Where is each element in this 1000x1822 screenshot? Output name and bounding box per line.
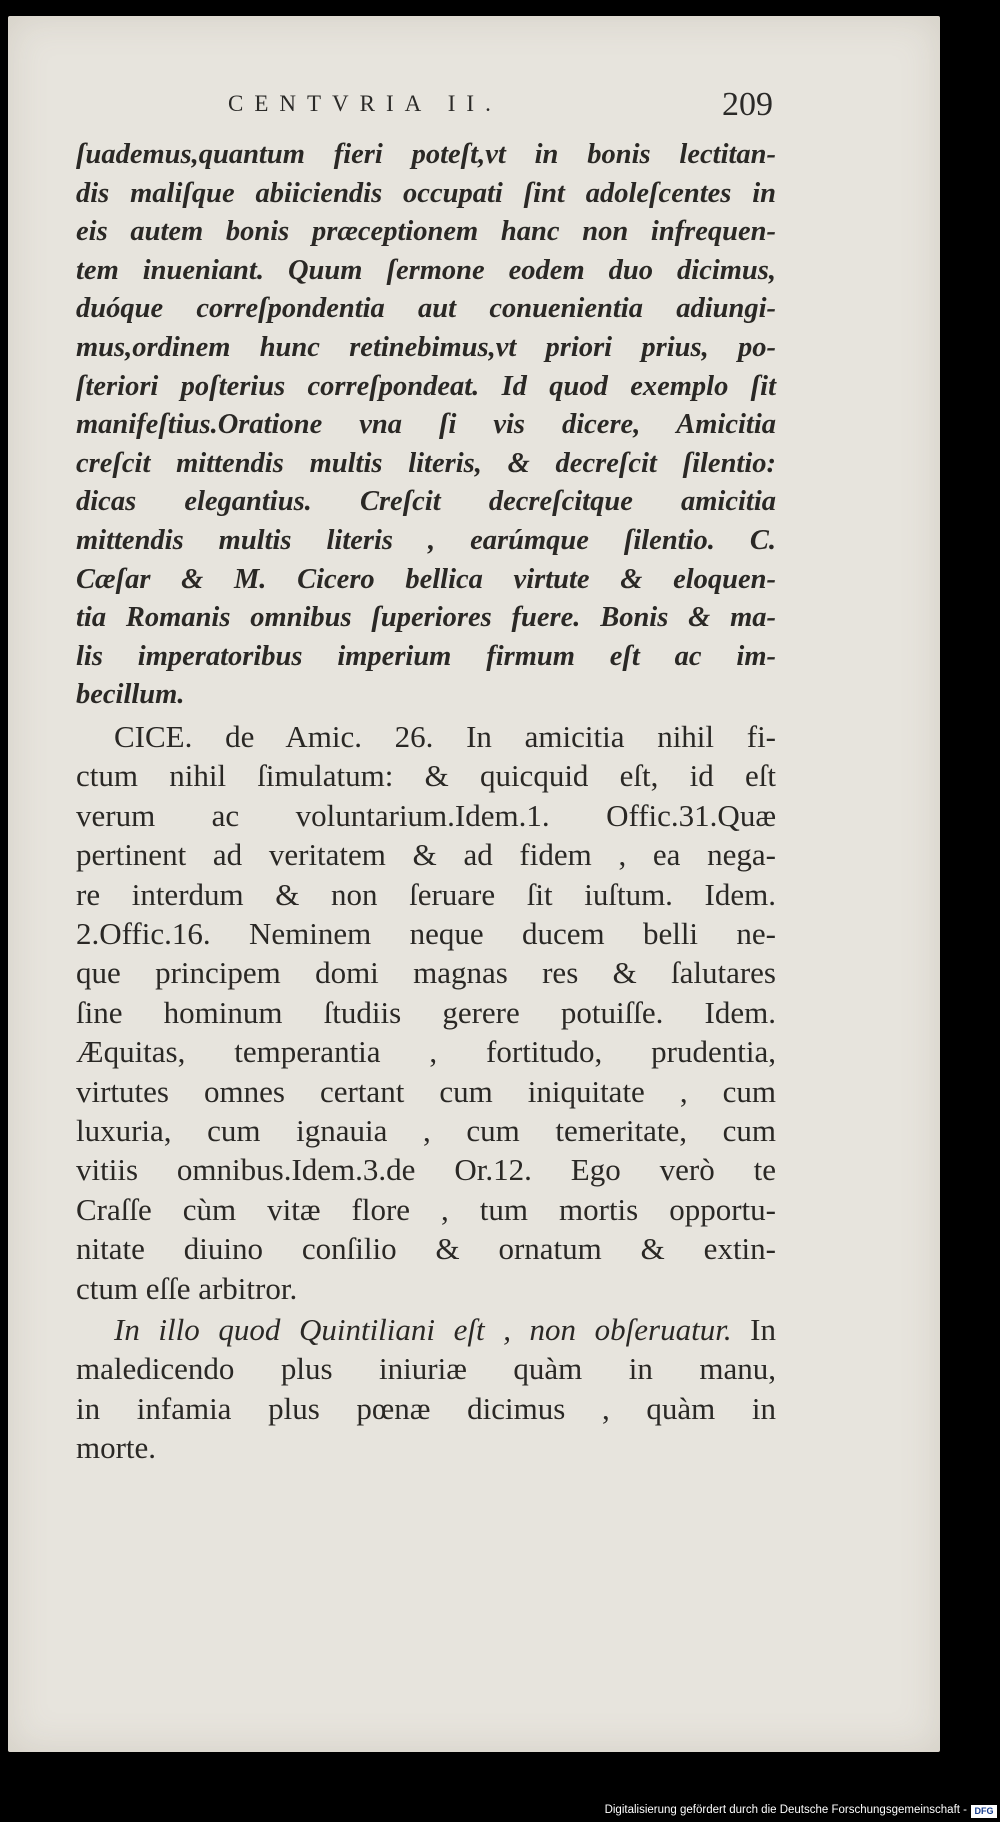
text-line: CICE. de Amic. 26. In amicitia nihil fi-: [114, 718, 776, 754]
roman-tail: In: [731, 1312, 776, 1347]
text-line: maledicendo plus iniuriæ quàm in manu,: [76, 1351, 776, 1387]
text-line: vitiis omnibus.Idem.3.de Or.12. Ego verò te: [76, 1152, 776, 1188]
roman-paragraph: [76, 717, 776, 1308]
text-line: ſteriori poſterius correſpondeat. Id quod exemplo ſit: [76, 370, 776, 402]
text-line: in infamia plus pœnæ dicimus , quàm in: [76, 1390, 776, 1426]
text-line: re interdum & non ſeruare ſit iuſtum. Idem.: [76, 876, 776, 912]
text-line: tem inueniant. Quum ſermone eodem duo dicimus,: [76, 254, 776, 286]
mixed-paragraph: [76, 1310, 776, 1468]
text-line: verum ac voluntarium.Idem.1. Offic.31.Quæ: [76, 797, 776, 833]
text-line: 2.Offic.16. Neminem neque ducem belli ne-: [76, 915, 776, 951]
text-line: manifeſtius.Oratione vna ſi vis dicere, Amicitia: [76, 409, 776, 441]
running-title: CENTVRIA II.: [228, 91, 502, 116]
text-line: mittendis multis literis , earúmque ſilentio. C.: [76, 524, 776, 556]
text-line: creſcit mittendis multis literis, & decreſcit ſilentio:: [76, 447, 776, 479]
text-line: lis imperatoribus imperium firmum eſt ac im-: [76, 640, 776, 672]
book-page: [8, 16, 940, 1752]
text-line: pertinent ad veritatem & ad fidem , ea nega-: [76, 837, 776, 873]
page-number: 209: [722, 86, 773, 123]
text-line: tia Romanis omnibus ſuperiores fuere. Bonis & ma-: [76, 602, 776, 634]
text-line: dis maliſque abiiciendis occupati ſint adoleſcentes in: [76, 177, 776, 209]
text-line: ſuademus,quantum fieri poteſt,vt in bonis lectitan-: [76, 139, 776, 170]
text-line: nitate diuino conſilio & ornatum & extin-: [76, 1231, 776, 1267]
text-line: becillum.: [76, 679, 185, 711]
text-line: [76, 1310, 776, 1349]
text-line: ctum nihil ſimulatum: & quicquid eſt, id eſt: [76, 758, 776, 794]
text-line: duóque correſpondentia aut conuenientia adiungi-: [76, 293, 776, 325]
text-line: eis autem bonis præceptionem hanc non infrequen-: [76, 216, 776, 248]
footer-bar: [0, 1802, 1000, 1822]
text-line: ctum eſſe arbitror.: [76, 1270, 298, 1306]
text-line: virtutes omnes certant cum iniquitate , cum: [76, 1073, 776, 1109]
text-line: morte.: [76, 1430, 157, 1466]
text-line: que principem domi magnas res & ſalutares: [76, 955, 776, 991]
text-line: luxuria, cum ignauia , cum temeritate, cum: [76, 1112, 776, 1148]
text-line: dicas elegantius. Creſcit decreſcitque amicitia: [76, 486, 776, 518]
italic-lead: In illo quod Quintiliani eſt , non obſeruatur.: [114, 1312, 732, 1347]
italic-paragraph: [76, 136, 776, 715]
running-head: [158, 76, 773, 136]
text-line: Craſſe cùm vitæ flore , tum mortis opportu-: [76, 1191, 776, 1227]
footer-credit: Digitalisierung gefördert durch die Deutsche Forschungsgemeinschaft -: [604, 1804, 967, 1816]
text-line: Æquitas, temperantia , fortitudo, prudentia,: [76, 1034, 776, 1070]
text-block: [76, 136, 776, 1468]
text-line: mus,ordinem hunc retinebimus,vt priori prius, po-: [76, 331, 776, 363]
dfg-logo-icon: DFG: [971, 1805, 997, 1818]
text-line: Cæſar & M. Cicero bellica virtute & eloquen-: [76, 563, 776, 595]
text-line: ſine hominum ſtudiis gerere potuiſſe. Idem.: [76, 994, 776, 1030]
